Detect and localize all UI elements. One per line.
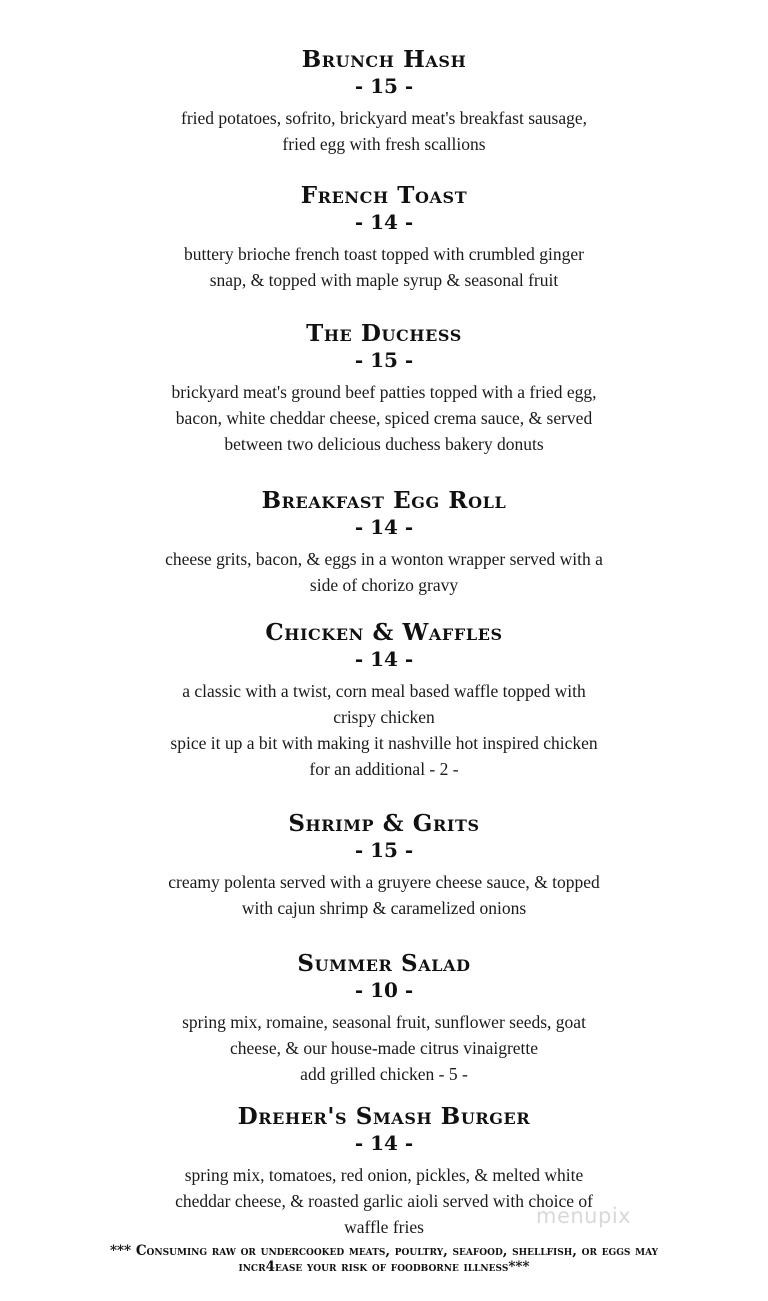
disclaimer-line: *** Consuming raw or undercooked meats, poultry, seafood, shellfish, or eggs may bbox=[109, 1243, 659, 1259]
menu-item-brunch-hash bbox=[0, 46, 768, 157]
item-description bbox=[0, 1162, 768, 1240]
description-line: spice it up a bit with making it nashville hot inspired chicken bbox=[170, 733, 598, 753]
item-description bbox=[0, 869, 768, 921]
description-line: crispy chicken bbox=[333, 707, 435, 727]
description-line: snap, & topped with maple syrup & seasonal fruit bbox=[209, 270, 559, 290]
menu-item-chicken-waffles bbox=[0, 619, 768, 782]
description-line: creamy polenta served with a gruyere cheese sauce, & topped bbox=[168, 872, 600, 892]
watermark: menupix bbox=[536, 1204, 632, 1228]
item-description bbox=[0, 105, 768, 157]
health-disclaimer bbox=[0, 1243, 768, 1275]
item-title: Dreher's Smash Burger bbox=[237, 1103, 531, 1130]
description-line: cheddar cheese, & roasted garlic aioli served with choice of bbox=[175, 1191, 593, 1211]
description-line: a classic with a twist, corn meal based waffle topped with bbox=[182, 681, 586, 701]
description-line: fried potatoes, sofrito, brickyard meat's breakfast sausage, bbox=[181, 108, 587, 128]
item-description bbox=[0, 546, 768, 598]
item-description bbox=[0, 241, 768, 293]
description-line: side of chorizo gravy bbox=[309, 575, 459, 595]
item-title: Breakfast Egg Roll bbox=[261, 487, 507, 514]
menu-item-the-duchess bbox=[0, 320, 768, 457]
item-description bbox=[0, 1009, 768, 1087]
description-line: buttery brioche french toast topped with crumbled ginger bbox=[184, 244, 584, 264]
menu-item-summer-salad bbox=[0, 950, 768, 1087]
item-price: - 14 - bbox=[354, 515, 414, 539]
item-price: - 14 - bbox=[354, 1131, 414, 1155]
item-price: - 15 - bbox=[354, 74, 414, 98]
item-title: Chicken & Waffles bbox=[265, 619, 503, 646]
item-price: - 15 - bbox=[354, 838, 414, 862]
description-line: add grilled chicken - 5 - bbox=[300, 1064, 468, 1084]
item-title: French Toast bbox=[300, 182, 468, 209]
item-price: - 14 - bbox=[354, 210, 414, 234]
description-line: cheese grits, bacon, & eggs in a wonton wrapper served with a bbox=[165, 549, 603, 569]
menu-item-shrimp-grits bbox=[0, 810, 768, 921]
item-description bbox=[0, 379, 768, 457]
item-price: - 15 - bbox=[354, 348, 414, 372]
description-line: waffle fries bbox=[344, 1217, 424, 1237]
menu-item-french-toast bbox=[0, 182, 768, 293]
description-line: brickyard meat's ground beef patties topped with a fried egg, bbox=[171, 382, 597, 402]
item-price: - 14 - bbox=[354, 647, 414, 671]
item-title: Shrimp & Grits bbox=[288, 810, 480, 837]
description-line: with cajun shrimp & caramelized onions bbox=[241, 898, 527, 918]
item-title: The Duchess bbox=[306, 320, 462, 347]
menu-item-smash-burger bbox=[0, 1103, 768, 1240]
disclaimer-line: incr4ease your risk of foodborne illness*** bbox=[238, 1259, 530, 1275]
description-line: bacon, white cheddar cheese, spiced crema sauce, & served bbox=[175, 408, 593, 428]
description-line: spring mix, tomatoes, red onion, pickles, & melted white bbox=[184, 1165, 584, 1185]
item-description bbox=[0, 678, 768, 782]
description-line: for an additional - 2 - bbox=[309, 759, 459, 779]
menu-item-breakfast-egg-roll bbox=[0, 487, 768, 598]
item-price: - 10 - bbox=[354, 978, 414, 1002]
description-line: fried egg with fresh scallions bbox=[282, 134, 486, 154]
item-title: Summer Salad bbox=[297, 950, 471, 977]
item-title: Brunch Hash bbox=[301, 46, 467, 73]
description-line: spring mix, romaine, seasonal fruit, sunflower seeds, goat bbox=[182, 1012, 586, 1032]
description-line: between two delicious duchess bakery donuts bbox=[224, 434, 544, 454]
description-line: cheese, & our house-made citrus vinaigrette bbox=[229, 1038, 539, 1058]
